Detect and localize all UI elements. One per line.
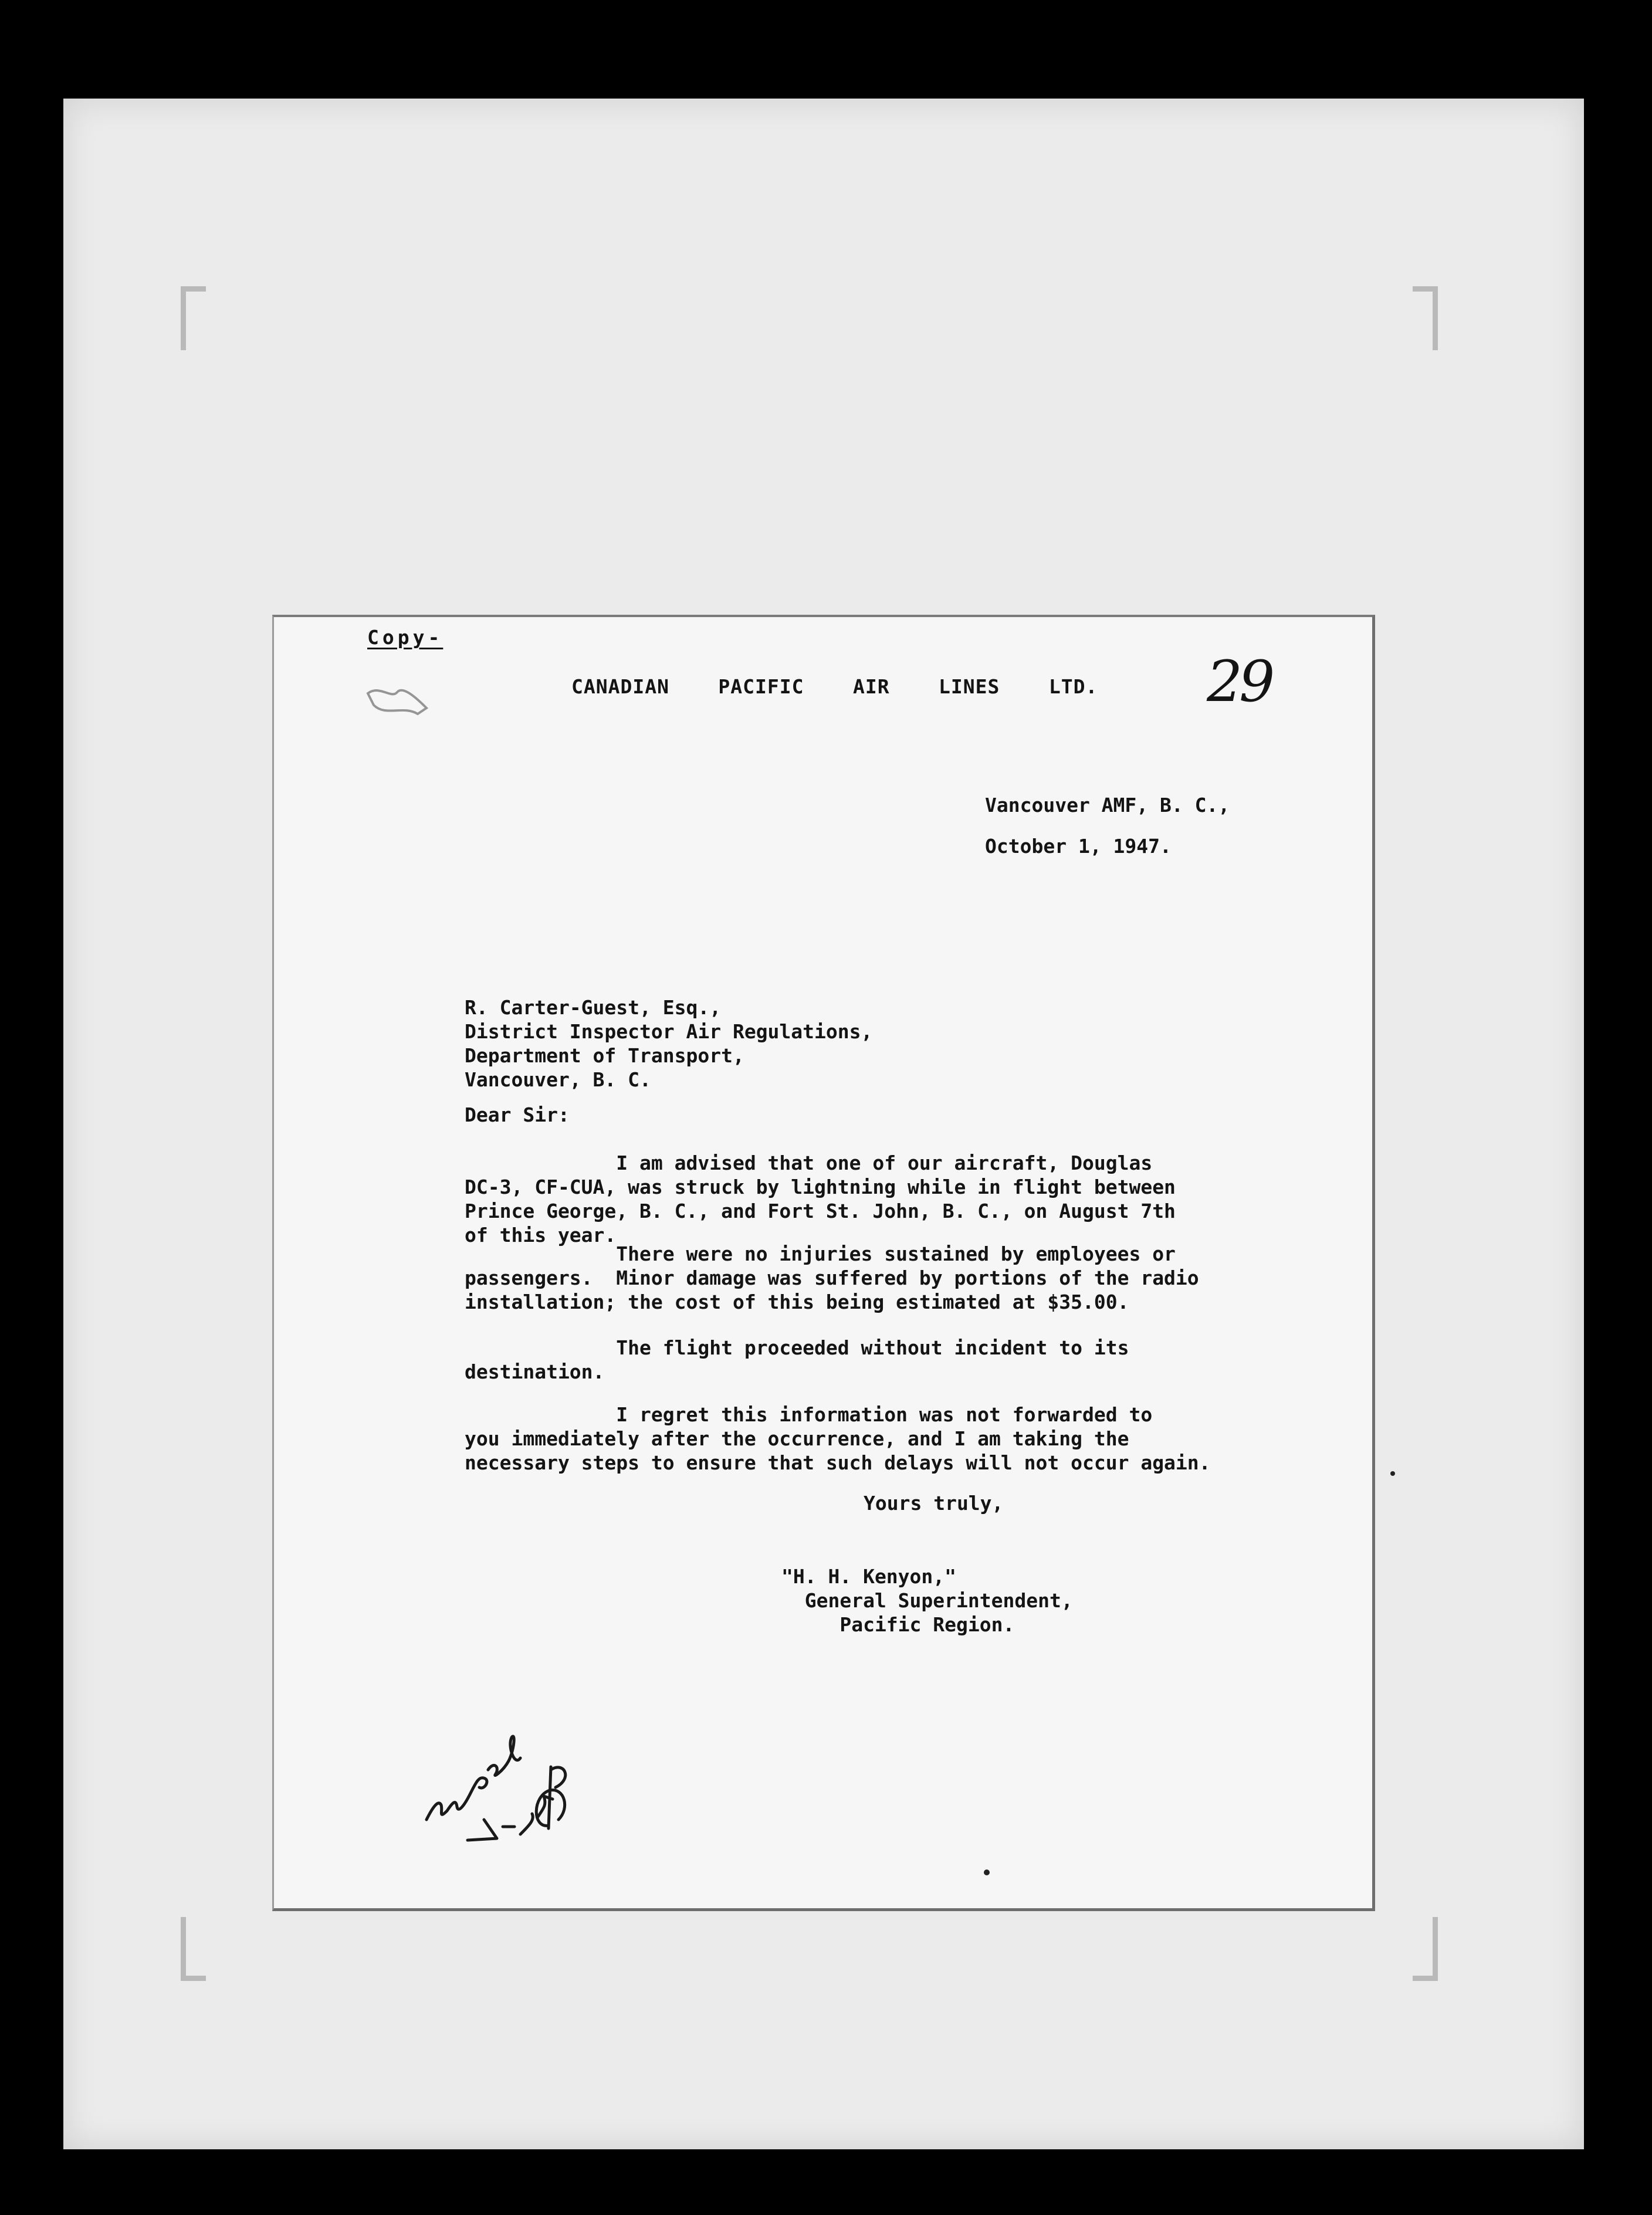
microfilm-frame bbox=[63, 99, 1584, 2149]
recipient-address: R. Carter-Guest, Esq., District Inspector Air Regulations, Department of Transport, Vancouver, B. C. bbox=[465, 996, 873, 1091]
signature-block: "H. H. Kenyon," General Superintendent, Pacific Region. bbox=[781, 1565, 1073, 1636]
body-paragraph-1: I am advised that one of our aircraft, Douglas DC-3, CF-CUA, was struck by lightning while in flight between Prince George, B. C., and Fort St. John, B. C., on August 7th of this year. bbox=[465, 1151, 1176, 1247]
crop-mark-top-left bbox=[181, 286, 206, 350]
ink-smudge-icon bbox=[362, 682, 432, 723]
body-paragraph-4: I regret this information was not forwarded to you immediately after the occurrence, and I am taking the necessary steps to ensure that such delays will not occur again. bbox=[465, 1403, 1211, 1474]
ink-dot bbox=[984, 1869, 990, 1875]
body-paragraph-3: The flight proceeded without incident to its destination. bbox=[465, 1336, 1129, 1383]
letter-date: October 1, 1947. bbox=[985, 835, 1172, 858]
sender-place: Vancouver AMF, B. C., bbox=[985, 794, 1230, 817]
ink-dot bbox=[1390, 1471, 1395, 1476]
letterhead: CANADIAN PACIFIC AIR LINES LTD. bbox=[571, 675, 1098, 698]
letter-sheet bbox=[272, 615, 1375, 1911]
copy-label: Copy- bbox=[367, 626, 444, 649]
crop-mark-top-right bbox=[1413, 286, 1438, 350]
handwritten-annotation bbox=[415, 1673, 579, 1849]
crop-mark-bottom-right bbox=[1413, 1917, 1438, 1981]
folio-number: 29 bbox=[1207, 649, 1272, 714]
body-paragraph-2: There were no injuries sustained by employees or passengers. Minor damage was suffered by portions of the radio installation; the cost of this being estimated at $35.00. bbox=[465, 1242, 1199, 1313]
closing: Yours truly, bbox=[864, 1492, 1004, 1515]
crop-mark-bottom-left bbox=[181, 1917, 206, 1981]
salutation: Dear Sir: bbox=[465, 1103, 570, 1126]
